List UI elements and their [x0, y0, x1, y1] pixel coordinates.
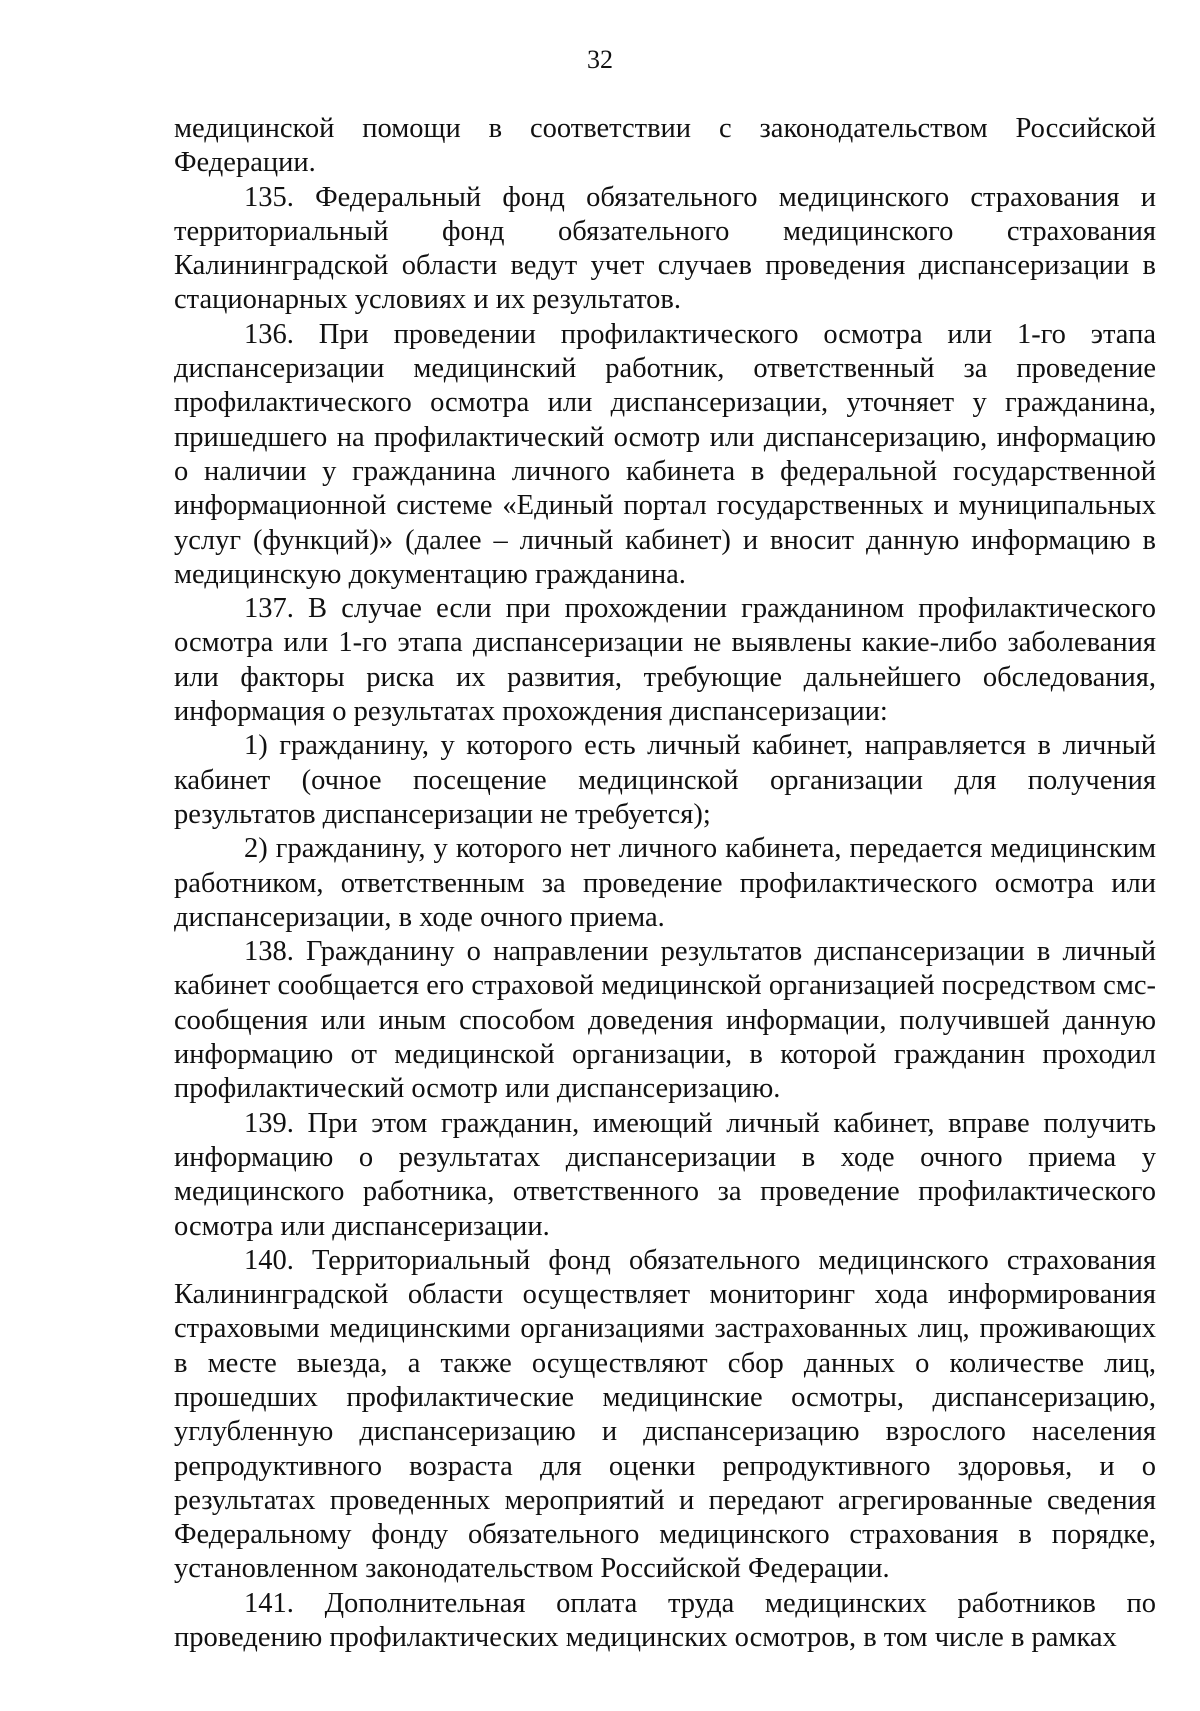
paragraph-137: 137. В случае если при прохождении гражданином профилактического осмотра или 1-го этапа диспансеризации не выявлены какие-либо заболевания или факторы риска их развития, требующие дальнейшего обследования, информация о результатах прохождения диспансеризации: — [174, 593, 1156, 728]
paragraph-135: 135. Федеральный фонд обязательного медицинского страхования и территориальный фонд обязательного медицинского страхования Калининградской области ведут учет случаев проведения диспансеризации в стационарных условиях и их результатов. — [174, 181, 1156, 316]
paragraph-138: 138. Гражданину о направлении результатов диспансеризации в личный кабинет сообщается его страховой медицинской организацией посредством смс-сообщения или иным способом доведения информации, получившей данную информацию от медицинской организации, в которой гражданин проходил профилактический осмотр или диспансеризацию. — [174, 936, 1156, 1105]
page-number: 32 — [587, 45, 613, 74]
paragraph-141: 141. Дополнительная оплата труда медицинских работников по проведению профилактических медицинских осмотров, в том числе в рамках — [174, 1587, 1156, 1654]
paragraph-136: 136. При проведении профилактического осмотра или 1-го этапа диспансеризации медицинский работник, ответственный за проведение профилактического осмотра или диспансеризации, уточняет у гражданина, пришедшего на профилактический осмотр или диспансеризацию, информацию о наличии у гражданина личного кабинета в федеральной государственной информационной системе «Единый портал государственных и муниципальных услуг (функций)» (далее – личный кабинет) и вносит данную информацию в медицинскую документацию гражданина. — [174, 318, 1156, 590]
paragraph-140: 140. Территориальный фонд обязательного медицинского страхования Калининградской области осуществляет мониторинг хода информирования страховыми медицинскими организациями застрахованных лиц, проживающих в месте выезда, а также осуществляют сбор данных о количестве лиц, прошедших профилактические медицинские осмотры, диспансеризацию, углубленную диспансеризацию и диспансеризацию взрослого населения репродуктивного возраста для оценки репродуктивного здоровья, и о результатах проведенных мероприятий и передают агрегированные сведения Федеральному фонду обязательного медицинского страхования в порядке, установленном законодательством Российской Федерации. — [174, 1244, 1156, 1585]
paragraph-continuation: медицинской помощи в соответствии с законодательством Российской Федерации. — [174, 113, 1156, 179]
document-body — [174, 112, 1156, 1655]
paragraph-137-item-2: 2) гражданину, у которого нет личного кабинета, передается медицинским работником, ответственным за проведение профилактического осмотра или диспансеризации, в ходе очного приема. — [174, 833, 1156, 933]
paragraph-137-item-1: 1) гражданину, у которого есть личный кабинет, направляется в личный кабинет (очное посещение медицинской организации для получения результатов диспансеризации не требуется); — [174, 730, 1156, 830]
paragraph-139: 139. При этом гражданин, имеющий личный кабинет, вправе получить информацию о результатах диспансеризации в ходе очного приема у медицинского работника, ответственного за проведение профилактического осмотра или диспансеризации. — [174, 1107, 1156, 1242]
